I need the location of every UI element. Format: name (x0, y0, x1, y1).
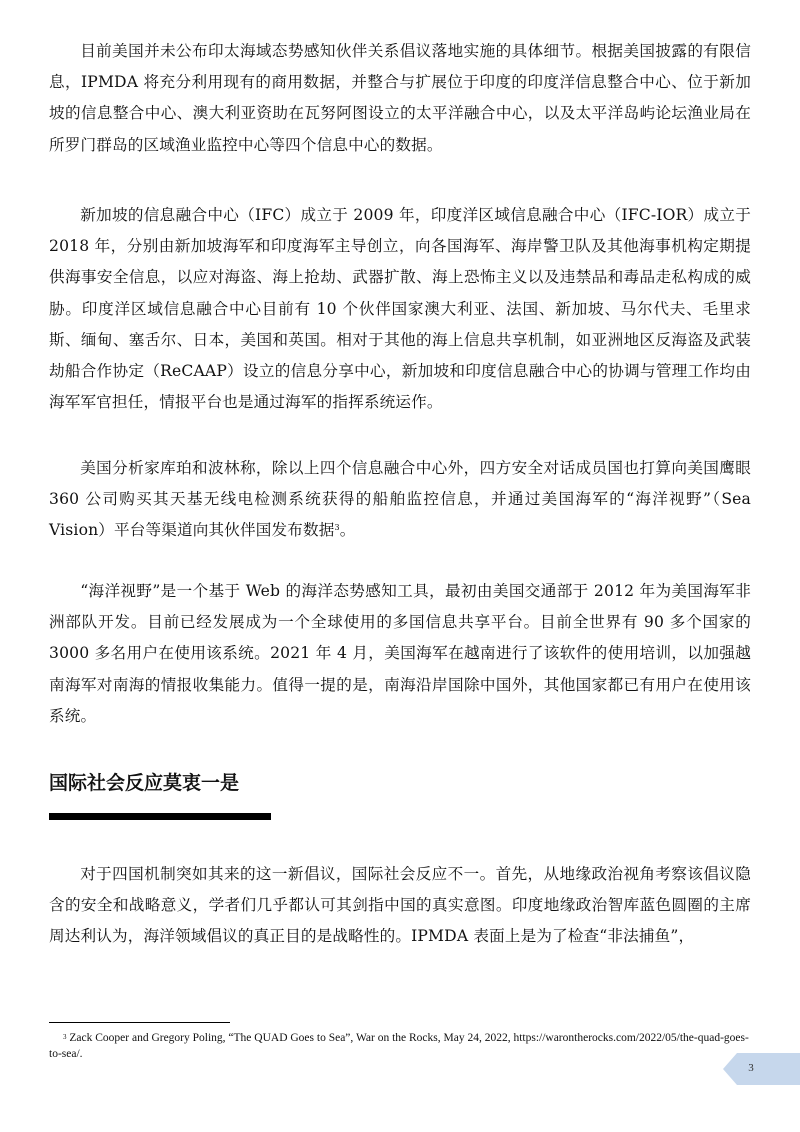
footnote-reference[interactable]: 3 (334, 523, 340, 533)
page-number: 3 (748, 1062, 754, 1074)
section-title-underline-bar (49, 813, 271, 820)
paragraph-ifc-singapore-india: 新加坡的信息融合中心（IFC）成立于 2009 年，印度洋区域信息融合中心（IFC-IOR）成立于 2018 年，分别由新加坡海军和印度海军主导创立，向各国海军、海岸警卫队及其他海事机构定期提供海事安全信息，以应对海盗、海上抢劫、武器扩散、海上恐怖主义以及违禁品和毒品走私构成的威胁。印度洋区域信息融合中心目前有 10 个伙伴国家澳大利亚、法国、新加坡、马尔代夫、毛里求斯、缅甸、塞舌尔、日本，美国和英国。相对于其他的海上信息共享机制，如亚洲地区反海盗及武装劫船合作协定（ReCAAP）设立的信息分享中心，新加坡和印度信息融合中心的协调与管理工作均由海军军官担任，情报平台也是通过海军的指挥系统运作。 (49, 206, 751, 412)
paragraph-seavision: “海洋视野”是一个基于 Web 的海洋态势感知工具，最初由美国交通部于 2012 年为美国海军非洲部队开发。目前已经发展成为一个全球使用的多国信息共享平台。目前全世界有 90 多个国家的 3000 多名用户在使用该系统。2021 年 4 月，美国海军在越南进行了该软件的使用培训，以加强越南海军对南海的情报收集能力。值得一提的是，南海沿岸国除中国外，其他国家都已有用户在使用该系统。 (49, 582, 751, 725)
paragraph-end-punctuation: 。 (339, 521, 356, 540)
footnote-separator (49, 1022, 230, 1023)
footnote-text: Zack Cooper and Gregory Poling, “The QUAD Goes to Sea”, War on the Rocks, May 24, 2022, https://warontherocks.com/2022/05/the-quad-goes-to-sea/. (49, 1032, 749, 1060)
paragraph-ipmda-details: 目前美国并未公布印太海域态势感知伙伴关系倡议落地实施的具体细节。根据美国披露的有限信息，IPMDA 将充分利用现有的商用数据，并整合与扩展位于印度的印度洋信息整合中心、位于新加坡的信息整合中心、澳大利亚资助在瓦努阿图设立的太平洋融合中心，以及太平洋岛屿论坛渔业局在所罗门群岛的区域渔业监控中心等四个信息中心的数据。 (49, 42, 751, 154)
paragraph-international-reaction: 对于四国机制突如其来的这一新倡议，国际社会反应不一。首先，从地缘政治视角考察该倡议隐含的安全和战略意义，学者们几乎都认可其剑指中国的真实意图。印度地缘政治智库蓝色圆圈的主席周达利认为，海洋领域倡议的真正目的是战略性的。IPMDA 表面上是为了检查“非法捕鱼”， (49, 865, 751, 946)
paragraph-cooper-poling (49, 453, 751, 547)
page-number-tab (723, 1053, 800, 1085)
section-title: 国际社会反应莫衷一是 (49, 772, 240, 794)
footnote (49, 1030, 751, 1062)
paragraph-text: 美国分析家库珀和波林称，除以上四个信息融合中心外，四方安全对话成员国也打算向美国鹰眼 360 公司购买其天基无线电检测系统获得的船舶监控信息，并通过美国海军的“海洋视野”（Sea Vision）平台等渠道向其伙伴国发布数据 (49, 459, 751, 540)
footnote-number: 3 (63, 1033, 67, 1041)
